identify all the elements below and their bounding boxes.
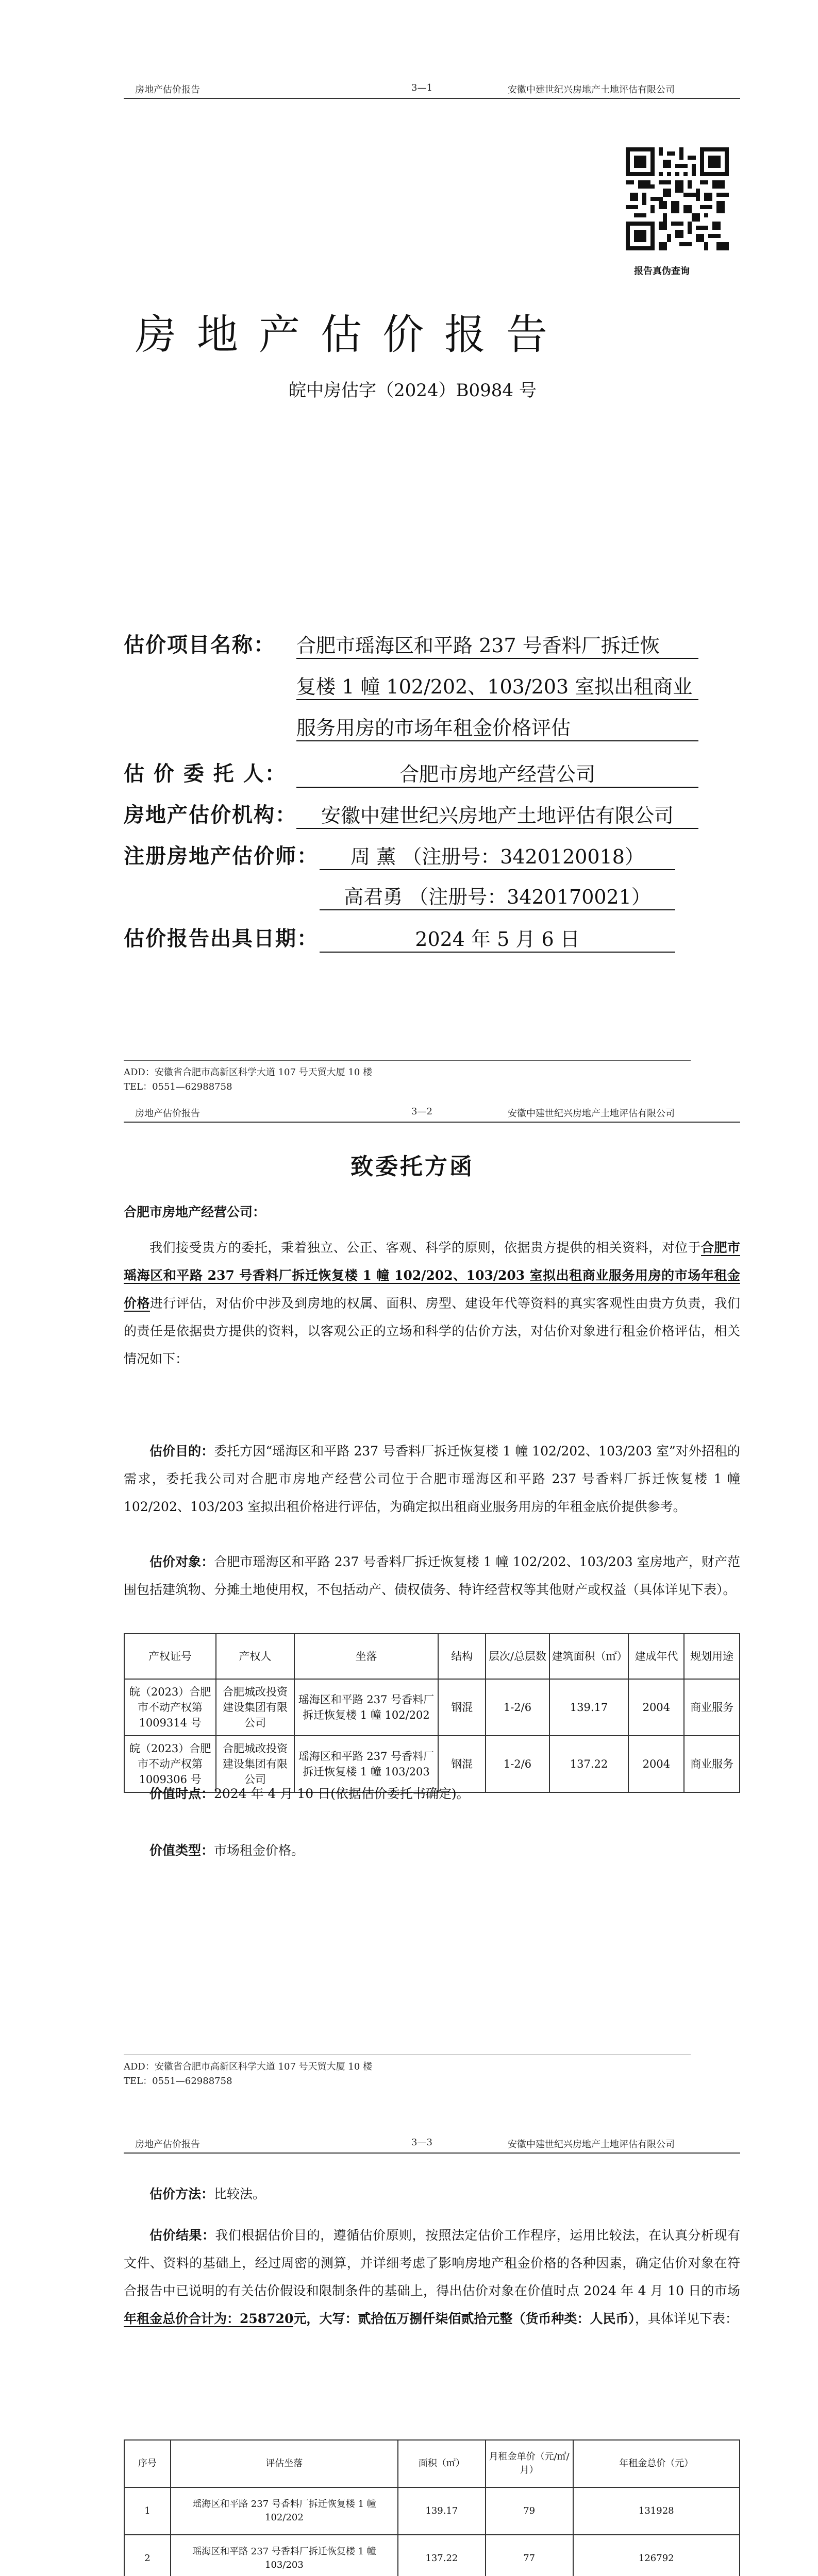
table-cell: 瑶海区和平路 237 号香料厂拆迁恢复楼 1 幢 103/203 bbox=[171, 2535, 398, 2576]
table-cell: 钢混 bbox=[438, 1736, 486, 1792]
table-header-cell: 面积（㎡） bbox=[398, 2440, 486, 2487]
client-label: 估 价 委 托 人： bbox=[124, 761, 287, 786]
table-cell: 皖（2023）合肥市不动产权第 1009314 号 bbox=[124, 1679, 216, 1736]
page3-header-left: 房地产估价报告 bbox=[135, 2139, 200, 2150]
table-cell: 2004 bbox=[628, 1736, 684, 1792]
issue-date-label: 估价报告出具日期： bbox=[124, 926, 319, 951]
table-cell: 77 bbox=[486, 2535, 573, 2576]
table-header-cell: 规划用途 bbox=[684, 1634, 740, 1679]
report-number: 皖中房估字（2024）B0984 号 bbox=[289, 380, 537, 401]
table-header-cell: 结构 bbox=[438, 1634, 486, 1679]
qr-code-icon bbox=[626, 147, 729, 250]
table-cell: 瑶海区和平路 237 号香料厂拆迁恢复楼 1 幢 102/202 bbox=[294, 1679, 438, 1736]
table-header-cell: 年租金总价（元） bbox=[573, 2440, 740, 2487]
table-cell: 2 bbox=[124, 2535, 171, 2576]
table-row bbox=[124, 1679, 740, 1736]
table-cell: 1-2/6 bbox=[486, 1679, 549, 1736]
table-cell: 合肥城改投资建设集团有限公司 bbox=[216, 1736, 294, 1792]
letter-intro: 我们接受贵方的委托，秉着独立、公正、客观、科学的原则，依据贵方提供的相关资料，对位于合肥市瑶海区和平路 237 号香料厂拆迁恢复楼 1 幢 102/202、103/203 室拟出租商业服务用房的市场年租金价格进行评估，对估价中涉及到房地的权属、面积、房型、建设年代等资料的真实客观性由贵方负责，我们的责任是依据贵方提供的资料，以客观公正的立场和科学的估价方法，对估价对象进行租金价格评估，相关情况如下： bbox=[124, 1240, 740, 1366]
rent-table-header bbox=[124, 2440, 740, 2487]
page3-header-right: 安徽中建世纪兴房地产土地评估有限公司 bbox=[508, 2139, 675, 2150]
page2-header-page-number: 3—2 bbox=[411, 1106, 432, 1117]
project-name-line-3: 服务用房的市场年租金价格评估 bbox=[296, 712, 698, 741]
project-name-label: 估价项目名称： bbox=[124, 633, 275, 657]
method-paragraph: 估价方法：比较法。 bbox=[149, 2187, 266, 2201]
table-cell: 126792 bbox=[573, 2535, 740, 2576]
property-table bbox=[124, 1633, 740, 1793]
project-name-line-1: 合肥市瑶海区和平路 237 号香料厂拆迁恢 bbox=[296, 630, 698, 659]
table-cell: 2004 bbox=[628, 1679, 684, 1736]
letter-title: 致委托方函 bbox=[350, 1154, 474, 1180]
table-cell: 139.17 bbox=[549, 1679, 629, 1736]
appraiser-label: 注册房地产估价师： bbox=[124, 844, 319, 868]
page2-footer-phone: TEL：0551—62988758 bbox=[124, 2076, 232, 2087]
table-header-cell: 层次/总层数 bbox=[486, 1634, 549, 1679]
page1-header-rule bbox=[124, 98, 740, 99]
result-paragraph: 估价结果：我们根据估价目的，遵循估价原则，按照法定估价工作程序，运用比较法，在认真分析现有文件、资料的基础上，经过周密的测算，并详细考虑了影响房地产租金价格的各种因素，确定估价对象在符合报告中已说明的有关估价假设和限制条件的基础上，得出估价对象在价值时点 2024 年 4 月 10 日的市场年租金总价合计为：258720元，大写：贰拾伍万捌仟柒佰贰拾元整（货币种类：人民币），具体详见下表： bbox=[124, 2228, 740, 2326]
purpose-paragraph: 估价目的：委托方因“瑶海区和平路 237 号香料厂拆迁恢复楼 1 幢 102/202、103/203 室”对外招租的需求，委托我公司对合肥市房地产经营公司位于合肥市瑶海区和平路 237 号香料厂拆迁恢复楼 1 幢 102/202、103/203 室拟出租价格进行评估，为确定拟出租商业服务用房的年租金底价提供参考。 bbox=[124, 1444, 740, 1514]
table-header-cell: 坐落 bbox=[294, 1634, 438, 1679]
page3-header-page-number: 3—3 bbox=[411, 2137, 432, 2148]
table-cell: 137.22 bbox=[398, 2535, 486, 2576]
agency-value: 安徽中建世纪兴房地产土地评估有限公司 bbox=[296, 800, 698, 829]
issue-date-value: 2024 年 5 月 6 日 bbox=[320, 923, 675, 953]
object-label: 估价对象： bbox=[149, 1554, 214, 1569]
page3-header-rule bbox=[124, 2153, 740, 2154]
agency-label: 房地产估价机构： bbox=[124, 803, 297, 827]
appraiser-1: 周 薰 （注册号：3420120018） bbox=[320, 841, 675, 870]
table-cell: 瑶海区和平路 237 号香料厂拆迁恢复楼 1 幢 103/203 bbox=[294, 1736, 438, 1792]
page2-header-left: 房地产估价报告 bbox=[135, 1108, 200, 1119]
table-cell: 钢混 bbox=[438, 1679, 486, 1736]
page1-footer-rule bbox=[124, 1060, 691, 1061]
rent-table bbox=[124, 2439, 740, 2576]
table-header-cell: 产权人 bbox=[216, 1634, 294, 1679]
client-value: 合肥市房地产经营公司 bbox=[296, 758, 698, 788]
table-cell: 79 bbox=[486, 2487, 573, 2535]
report-title: 房地产估价报告 bbox=[135, 311, 568, 359]
project-name-line-2: 复楼 1 幢 102/202、103/203 室拟出租商业 bbox=[296, 671, 698, 700]
result-label: 估价结果： bbox=[149, 2228, 215, 2243]
qr-caption: 报告真伪查询 bbox=[634, 266, 690, 277]
table-row bbox=[124, 2535, 740, 2576]
table-header-cell: 建筑面积（㎡） bbox=[549, 1634, 629, 1679]
table-cell: 131928 bbox=[573, 2487, 740, 2535]
page1-header-right: 安徽中建世纪兴房地产土地评估有限公司 bbox=[508, 84, 675, 95]
table-header-cell: 序号 bbox=[124, 2440, 171, 2487]
table-cell: 商业服务 bbox=[684, 1736, 740, 1792]
table-cell: 1 bbox=[124, 2487, 171, 2535]
letter-salutation: 合肥市房地产经营公司： bbox=[124, 1205, 266, 1219]
table-cell: 1-2/6 bbox=[486, 1736, 549, 1792]
table-header-cell: 月租金单价（元/㎡/月） bbox=[486, 2440, 573, 2487]
table-header-cell: 产权证号 bbox=[124, 1634, 216, 1679]
method-label: 估价方法： bbox=[149, 2187, 214, 2201]
page1-footer-phone: TEL：0551—62988758 bbox=[124, 1081, 232, 1092]
table-header-cell: 建成年代 bbox=[628, 1634, 684, 1679]
object-paragraph: 估价对象：合肥市瑶海区和平路 237 号香料厂拆迁恢复楼 1 幢 102/202、103/203 室房地产，财产范围包括建筑物、分摊土地使用权，不包括动产、债权债务、特许经营权等其他财产或权益（具体详见下表）。 bbox=[124, 1554, 740, 1597]
value-time-paragraph: 价值时点：2024 年 4 月 10 日(依据估价委托书确定)。 bbox=[149, 1786, 470, 1801]
table-cell: 137.22 bbox=[549, 1736, 629, 1792]
table-cell: 商业服务 bbox=[684, 1679, 740, 1736]
table-cell: 皖（2023）合肥市不动产权第 1009306 号 bbox=[124, 1736, 216, 1792]
purpose-label: 估价目的： bbox=[149, 1444, 214, 1459]
page1-header-page-number: 3—1 bbox=[411, 82, 432, 93]
value-type-label: 价值类型： bbox=[149, 1843, 214, 1858]
page2-header-rule bbox=[124, 1122, 740, 1123]
table-header-cell: 评估坐落 bbox=[171, 2440, 398, 2487]
value-time-label: 价值时点： bbox=[149, 1786, 214, 1801]
value-type-paragraph: 价值类型：市场租金价格。 bbox=[149, 1843, 305, 1858]
page2-header-right: 安徽中建世纪兴房地产土地评估有限公司 bbox=[508, 1108, 675, 1119]
page1-header-left: 房地产估价报告 bbox=[135, 84, 200, 95]
table-cell: 139.17 bbox=[398, 2487, 486, 2535]
table-row bbox=[124, 2487, 740, 2535]
table-cell: 瑶海区和平路 237 号香料厂拆迁恢复楼 1 幢 102/202 bbox=[171, 2487, 398, 2535]
table-cell: 合肥城改投资建设集团有限公司 bbox=[216, 1679, 294, 1736]
page1-footer-address: ADD：安徽省合肥市高新区科学大道 107 号天贸大厦 10 楼 bbox=[124, 1067, 373, 1078]
page2-footer-address: ADD：安徽省合肥市高新区科学大道 107 号天贸大厦 10 楼 bbox=[124, 2061, 373, 2072]
appraiser-2: 高君勇 （注册号：3420170021） bbox=[320, 881, 675, 910]
property-table-header bbox=[124, 1634, 740, 1679]
